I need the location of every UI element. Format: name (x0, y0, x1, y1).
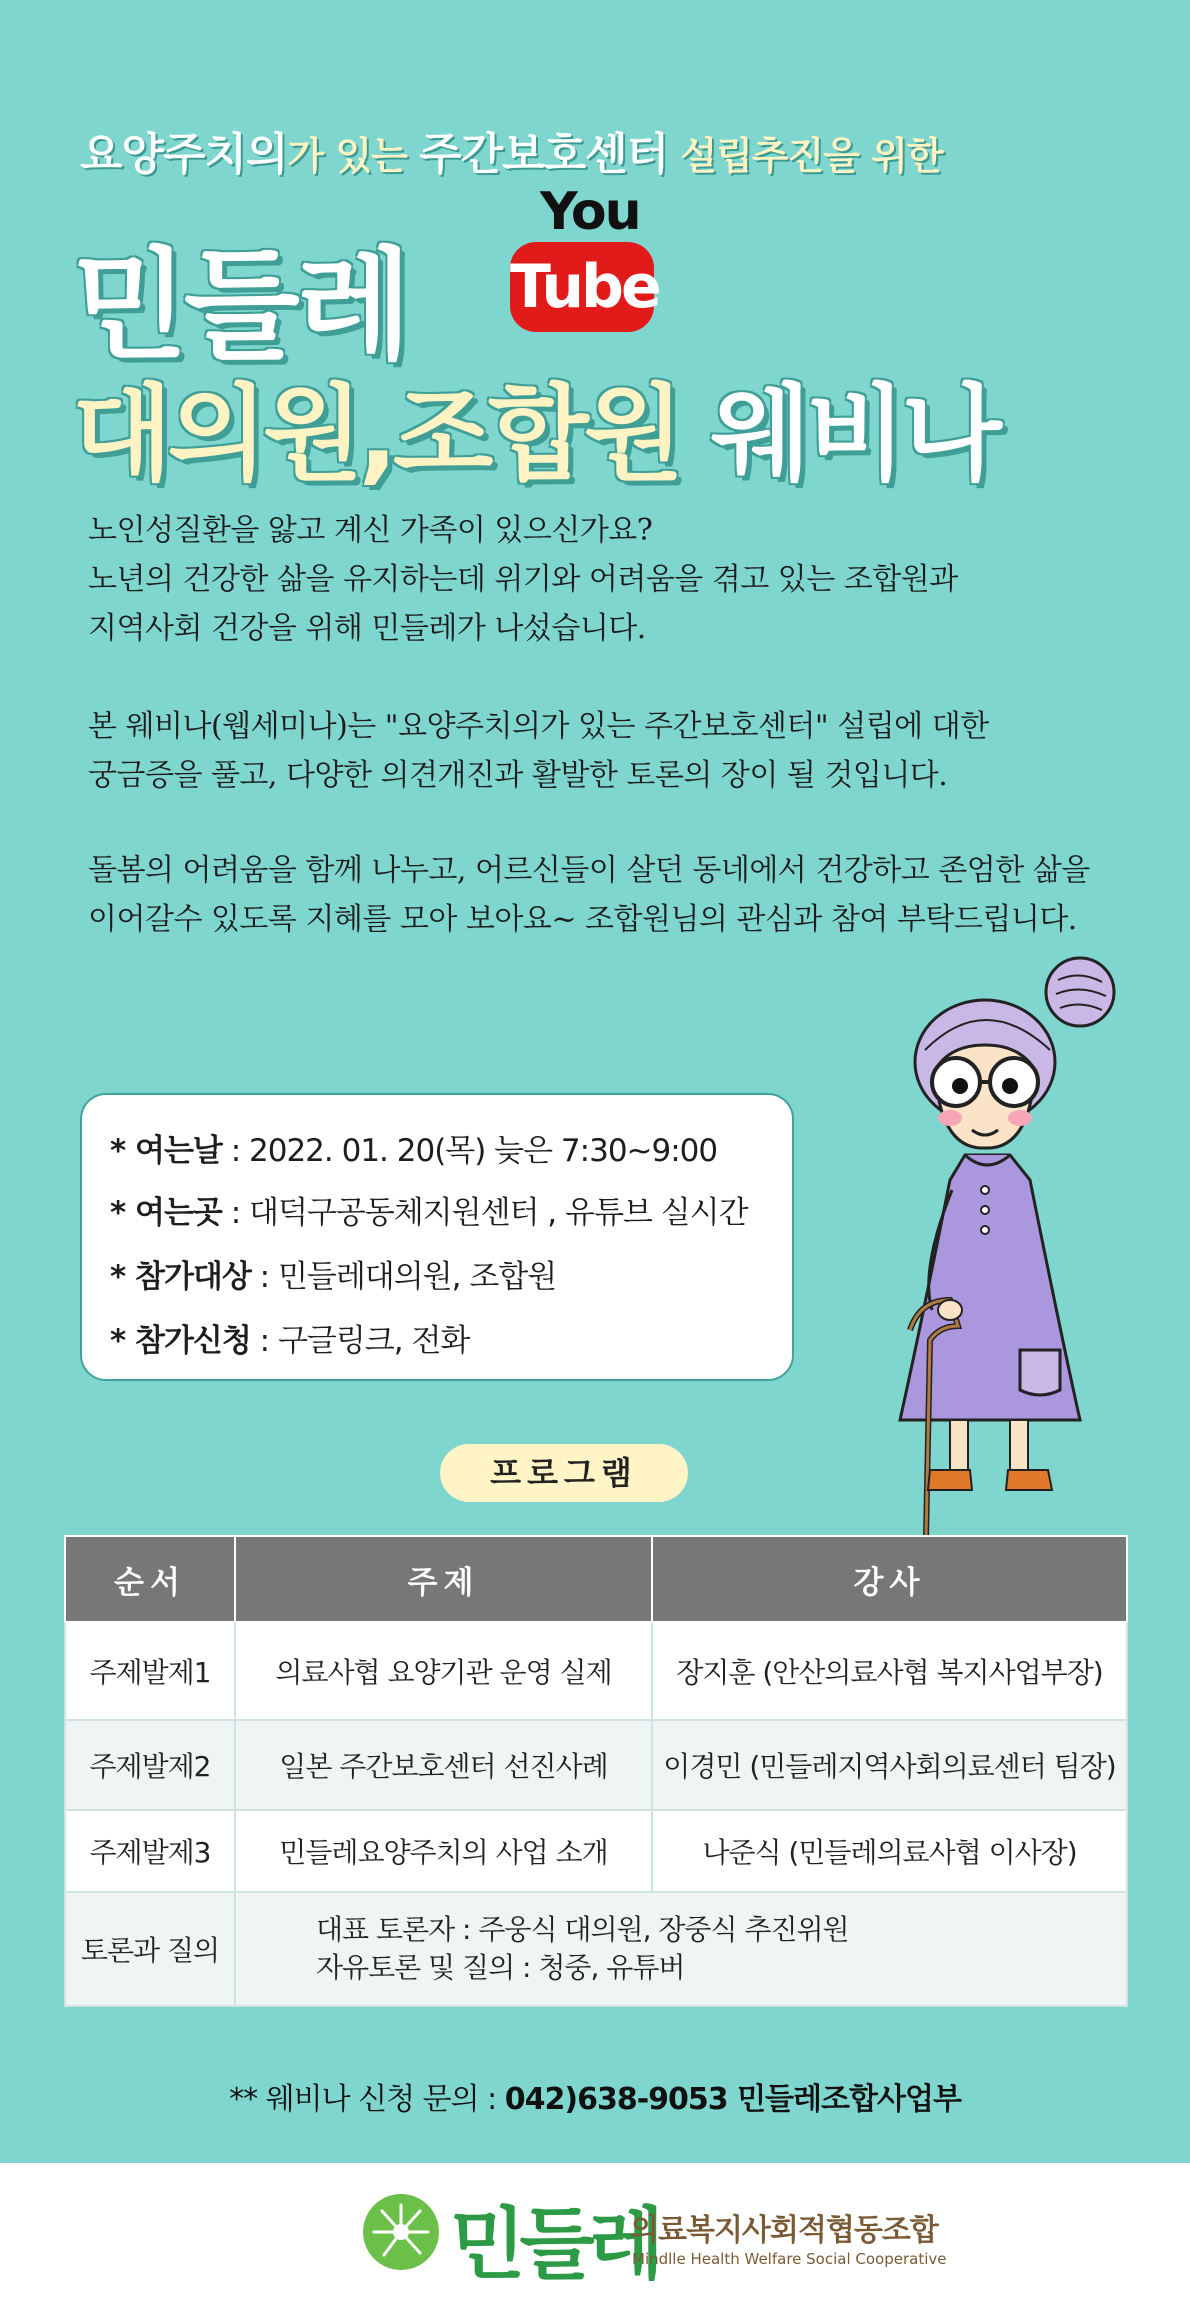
subtitle-part2: 가 있는 (287, 134, 420, 178)
contact-phone: 042)638-9053 민들레조합사업부 (504, 2082, 961, 2117)
title-line2-part2: 웨비나 (679, 373, 997, 495)
dandelion-logo-icon (362, 2193, 440, 2271)
table-row (65, 1720, 1127, 1810)
contact-line (0, 2074, 1190, 2118)
intro-line: 돌봄의 어려움을 함께 나누고, 어르신들이 살던 동네에서 건강하고 존엄한 삶을 (88, 853, 1090, 888)
intro-line: 본 웨비나(웹세미나)는 "요양주치의가 있는 주간보호센터" 설립에 대한 (88, 709, 989, 744)
info-target-label: * 참가대상 (110, 1259, 251, 1295)
event-info-box (80, 1093, 794, 1381)
youtube-logo (508, 182, 659, 342)
cell-speaker: 장지훈 (안산의료사협 복지사업부장) (652, 1622, 1127, 1720)
intro-line: 노년의 건강한 삶을 유지하는데 위기와 어려움을 겪고 있는 조합원과 (88, 562, 958, 597)
cell-topic: 민들레요양주치의 사업 소개 (235, 1810, 652, 1892)
header-order: 순서 (65, 1536, 235, 1622)
cell-order: 토론과 질의 (65, 1892, 235, 2006)
program-table (64, 1535, 1128, 2007)
program-title-pill: 프로그램 (440, 1444, 688, 1502)
subtitle-part3: 주간보호센터 (419, 129, 669, 180)
poster-subtitle (80, 118, 943, 182)
info-target-value: : 민들레대의원, 조합원 (250, 1259, 557, 1295)
discussion-line2: 자유토론 및 질의 : 청중, 유튜버 (316, 1951, 685, 1984)
footer-logo-text: 민들레 (450, 2200, 659, 2290)
table-row (65, 1622, 1127, 1720)
info-date-row (110, 1125, 717, 1170)
table-row-discussion (65, 1892, 1127, 2006)
cell-order: 주제발제1 (65, 1622, 235, 1720)
info-apply-value: : 구글링크, 전화 (250, 1323, 470, 1359)
info-date-value: : 2022. 01. 20(목) 늦은 7:30~9:00 (221, 1133, 718, 1169)
grandmother-illustration (880, 950, 1130, 1540)
cell-speaker: 나준식 (민들레의료사협 이사장) (652, 1810, 1127, 1892)
intro-line: 궁금증을 풀고, 다양한 의견개진과 활발한 토론의 장이 될 것입니다. (88, 758, 948, 793)
info-apply-label: * 참가신청 (110, 1323, 251, 1359)
info-place-value: : 대덕구공동체지원센터 , 유튜브 실시간 (221, 1195, 748, 1231)
intro-line: 지역사회 건강을 위해 민들레가 나섰습니다. (88, 611, 646, 646)
subtitle-part1: 요양주치의 (80, 129, 288, 180)
cell-discussion (235, 1892, 1127, 2006)
title-line2-part1: 대의원,조합원 (72, 373, 680, 495)
cell-topic: 의료사협 요양기관 운영 실제 (235, 1622, 652, 1720)
title-line1: 민들레 (72, 237, 408, 376)
table-row (65, 1810, 1127, 1892)
footer-org-name-en: Mindlle Health Welfare Social Cooperative (632, 2250, 947, 2268)
subtitle-part4: 설립추진을 위한 (668, 134, 943, 178)
discussion-line1: 대표 토론자 : 주웅식 대의원, 장중식 추진위원 (316, 1913, 849, 1946)
info-target-row (110, 1251, 556, 1296)
cell-order: 주제발제2 (65, 1720, 235, 1810)
contact-prefix: ** 웨비나 신청 문의 : (229, 2082, 505, 2117)
info-apply-row (110, 1315, 469, 1360)
cell-topic: 일본 주간보호센터 선진사례 (235, 1720, 652, 1810)
info-place-row (110, 1187, 748, 1232)
info-place-label: * 여는곳 (110, 1195, 222, 1231)
header-topic: 주제 (235, 1536, 652, 1622)
youtube-you-text: You (540, 182, 640, 242)
intro-line: 노인성질환을 앓고 계신 가족이 있으신가요? (88, 513, 653, 548)
title-line2 (72, 350, 997, 500)
cell-speaker: 이경민 (민들레지역사회의료센터 팀장) (652, 1720, 1127, 1810)
youtube-tube-text: Tube (510, 242, 654, 332)
cell-order: 주제발제3 (65, 1810, 235, 1892)
footer-org-name-ko: 의료복지사회적협동조합 (630, 2213, 938, 2248)
intro-line: 이어갈수 있도록 지혜를 모아 보아요~ 조합원님의 관심과 참여 부탁드립니다. (88, 902, 1077, 937)
header-speaker: 강사 (652, 1536, 1127, 1622)
info-date-label: * 여는날 (110, 1133, 222, 1169)
program-table-header-row (65, 1536, 1127, 1622)
